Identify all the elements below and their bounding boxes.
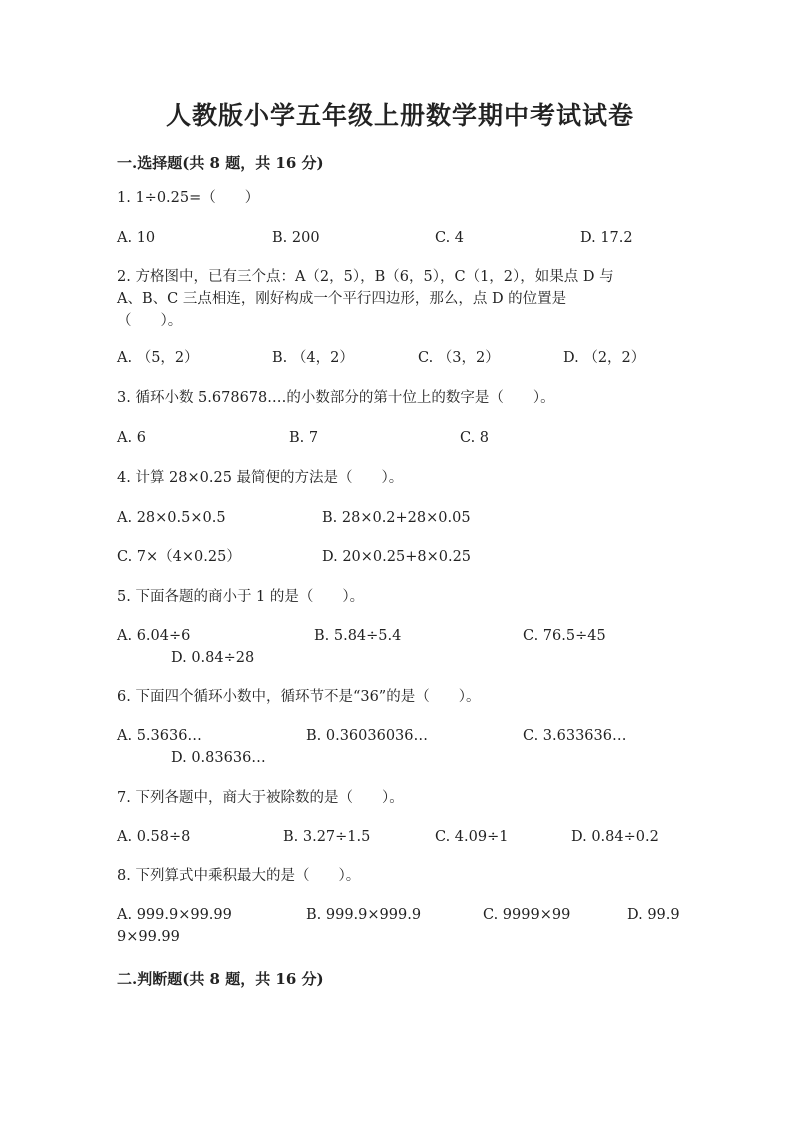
question-2-option-c: C. （3，2） (418, 350, 500, 366)
question-2-option-b: B. （4，2） (272, 350, 354, 366)
question-6-option-c: C. 3.633636… (523, 728, 627, 744)
question-3-option-c: C. 8 (460, 430, 490, 446)
question-1-option-b: B. 200 (272, 230, 320, 246)
question-3-stem: 3. 循环小数 5.678678.…的小数部分的第十位上的数字是（ ）。 (117, 390, 555, 406)
question-7-option-d: D. 0.84÷0.2 (571, 829, 659, 845)
question-4-stem: 4. 计算 28×0.25 最简便的方法是（ ）。 (117, 470, 404, 486)
question-1-option-c: C. 4 (435, 230, 465, 246)
question-2-option-a: A. （5，2） (117, 350, 199, 366)
question-3-option-b: B. 7 (289, 430, 319, 446)
question-4-option-c: C. 7×（4×0.25） (117, 549, 241, 565)
section-heading-judgement: 二.判断题(共 8 题，共 16 分) (117, 970, 324, 988)
question-6-option-b: B. 0.36036036… (306, 728, 429, 744)
question-4-option-d: D. 20×0.25+8×0.25 (322, 549, 472, 565)
question-2-stem-line-2: A、B、C 三点相连，刚好构成一个平行四边形，那么，点 D 的位置是 (117, 291, 567, 307)
question-8-option-d: D. 99.9 (627, 907, 680, 923)
question-8-option-c: C. 9999×99 (483, 907, 571, 923)
question-4-option-a: A. 28×0.5×0.5 (117, 510, 226, 526)
question-1-option-a: A. 10 (117, 230, 156, 246)
section-heading-choice: 一.选择题(共 8 题，共 16 分) (117, 154, 324, 172)
question-8-option-b: B. 999.9×999.9 (306, 907, 422, 923)
question-6-option-a: A. 5.3636… (117, 728, 202, 744)
question-5-option-d: D. 0.84÷28 (171, 650, 255, 666)
question-8-option-d-continued: 9×99.99 (117, 929, 180, 945)
question-6-stem: 6. 下面四个循环小数中，循环节不是“36”的是（ ）。 (117, 689, 481, 705)
question-2-stem-line-3: （ ）。 (117, 313, 183, 329)
question-4-option-b: B. 28×0.2+28×0.05 (322, 510, 471, 526)
page-title: 人教版小学五年级上册数学期中考试试卷 (165, 101, 634, 130)
question-1-stem: 1. 1÷0.25=（ ） (117, 190, 260, 206)
question-3-option-a: A. 6 (117, 430, 146, 446)
question-2-stem-line-1: 2. 方格图中，已有三个点：A（2，5），B（6，5），C（1，2），如果点 D 与 (117, 269, 614, 285)
question-5-stem: 5. 下面各题的商小于 1 的是（ ）。 (117, 589, 365, 605)
question-5-option-a: A. 6.04÷6 (117, 628, 191, 644)
question-7-stem: 7. 下列各题中，商大于被除数的是（ ）。 (117, 790, 404, 806)
question-2-option-d: D. （2，2） (563, 350, 646, 366)
question-6-option-d: D. 0.83636… (171, 750, 266, 766)
question-7-option-c: C. 4.09÷1 (435, 829, 509, 845)
question-8-option-a: A. 999.9×99.99 (117, 907, 232, 923)
question-5-option-b: B. 5.84÷5.4 (314, 628, 402, 644)
question-5-option-c: C. 76.5÷45 (523, 628, 606, 644)
question-8-stem: 8. 下列算式中乘积最大的是（ ）。 (117, 868, 361, 884)
question-7-option-a: A. 0.58÷8 (117, 829, 191, 845)
question-7-option-b: B. 3.27÷1.5 (283, 829, 371, 845)
question-1-option-d: D. 17.2 (580, 230, 633, 246)
